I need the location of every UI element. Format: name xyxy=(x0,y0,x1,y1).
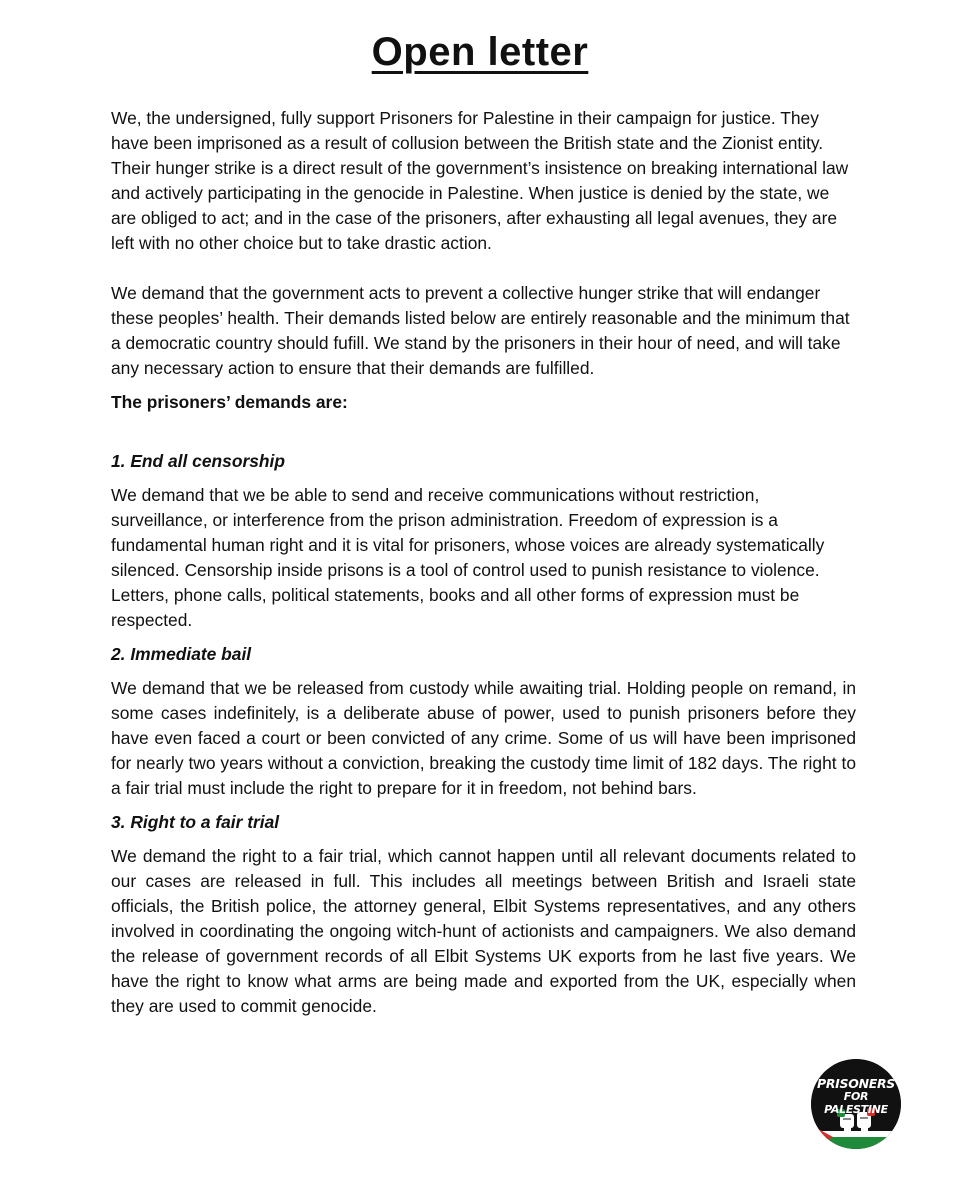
demand-body-fair-trial: We demand the right to a fair trial, which cannot happen until all relevant documents related to our cases are released in full. This includes all meetings between British and Israeli state officials, the British police, the attorney general, Elbit Systems representatives, and any others involved in coordinating the ongoing witch-hunt of actionists and campaigners. We also demand the release of government records of all Elbit Systems UK exports from he last five years. We have the right to know what arms are being made and exported from the UK, especially when they are used to commit genocide. xyxy=(111,846,856,1016)
logo-line-1: PRISONERS xyxy=(817,1076,895,1091)
demand-title-bail: 2. Immediate bail xyxy=(111,644,252,664)
intro-paragraph-1: We, the undersigned, fully support Prisoners for Palestine in their campaign for justice. They have been imprisoned as a result of collusion between the British state and the Zionist entity. Their hunger strike is a direct result of the government’s insistence on breaking international law and actively participating in the genocide in Palestine. When justice is denied by the state, we are obliged to act; and in the case of the prisoners, after exhausting all legal avenues, they are left with no other choice but to take drastic action. xyxy=(111,108,849,253)
prisoners-for-palestine-logo xyxy=(811,1059,901,1149)
demand-title-censorship: 1. End all censorship xyxy=(111,451,285,471)
page-title: Open letter xyxy=(371,30,589,74)
intro-paragraph-2: We demand that the government acts to prevent a collective hunger strike that will endanger these peoples’ health. Their demands listed below are entirely reasonable and the minimum that a democratic country should fufill. We stand by the prisoners in their hour of need, and will take any necessary action to ensure that their demands are fulfilled. xyxy=(111,283,850,378)
logo-line-2: FOR PALESTINE xyxy=(824,1090,888,1116)
demand-body-bail: We demand that we be released from custody while awaiting trial. Holding people on remand, in some cases indefinitely, is a deliberate abuse of power, used to punish prisoners before they have even faced a court or been convicted of any crime. Some of us will have been imprisoned for nearly two years without a conviction, breaking the custody time limit of 182 days. The right to a fair trial must include the right to prepare for it in freedom, not behind bars. xyxy=(111,678,856,798)
demands-heading: The prisoners’ demands are: xyxy=(111,392,348,412)
demand-body-censorship: We demand that we be able to send and receive communications without restriction, surveillance, or interference from the prison administration. Freedom of expression is a fundamental human right and it is vital for prisoners, whose voices are already systematically silenced. Censorship inside prisons is a tool of control used to punish resistance to violence. Letters, phone calls, political statements, books and all other forms of expression must be respected. xyxy=(111,485,825,630)
demand-title-fair-trial: 3. Right to a fair trial xyxy=(111,812,280,832)
letter-body xyxy=(111,106,856,1028)
